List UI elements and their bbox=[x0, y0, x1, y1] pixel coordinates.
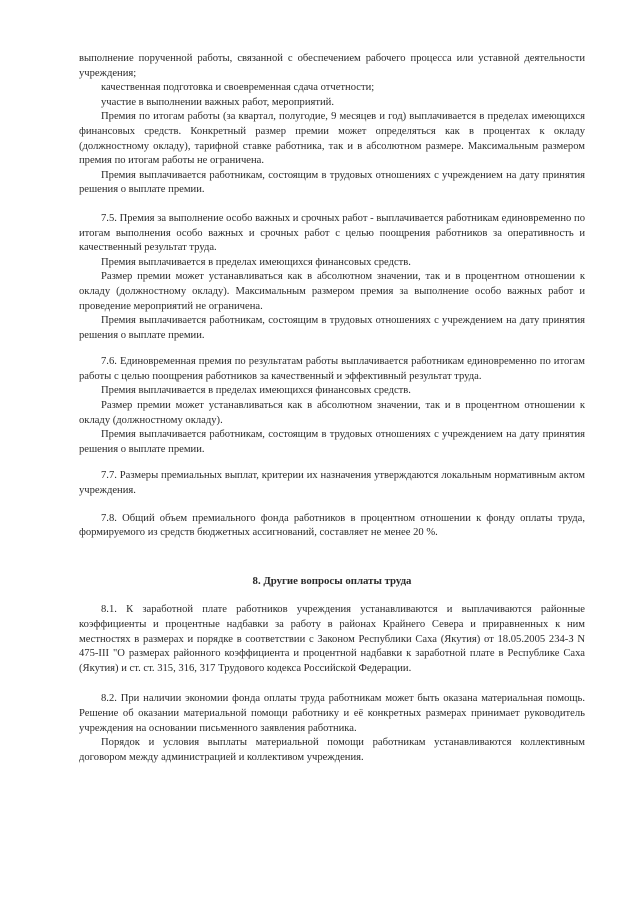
paragraph: Премия выплачивается работникам, состоящим в трудовых отношениях с учреждением на дату принятия решения о выплате премии. bbox=[79, 429, 585, 455]
paragraph: Порядок и условия выплаты материальной помощи работникам устанавливаются коллективным договором между администрацией и коллективом учреждения. bbox=[79, 737, 585, 763]
paragraph: Размер премии может устанавливаться как в абсолютном значении, так и в процентном отношении к окладу (должностному окладу). Максимальным размером премия за выполнение особо важных работ и проведение мероприятий не ограничена. bbox=[79, 271, 585, 312]
section-heading: 8. Другие вопросы оплаты труда bbox=[252, 574, 412, 587]
paragraph: участие в выполнении важных работ, мероприятий. bbox=[101, 96, 335, 108]
paragraph: качественная подготовка и своевременная сдача отчетности; bbox=[101, 82, 375, 94]
clause-7-7: 7.7. Размеры премиальных выплат, критерии их назначения утверждаются локальным нормативным актом учреждения. bbox=[79, 470, 585, 497]
paragraph: Премия по итогам работы (за квартал, полугодие, 9 месяцев и год) выплачивается в пределах имеющихся финансовых средств. Конкретный размер премии может определяться как в процентах к окладу (должностному окладу), тарифной ставке работника, так и в абсолютном размере. Максимальным размером премия по итогам работы не ограничена. bbox=[79, 111, 585, 167]
clause-7-8: 7.8. Общий объем премиального фонда работников в процентном отношении к фонду оплаты труда, формируемого из средств бюджетных ассигнований, составляет не менее 20 %. bbox=[79, 512, 585, 539]
paragraph: Премия выплачивается в пределах имеющихся финансовых средств. bbox=[101, 385, 411, 397]
clause-8-2: 8.2. При наличии экономии фонда оплаты труда работникам может быть оказана материальная помощь. Решение об оказании материальной помощи работнику и её конкретных размерах принимает руководитель учреждения на основании письменного заявления работника. bbox=[79, 693, 585, 734]
paragraph: Размер премии может устанавливаться как в абсолютном значении, так и в процентном отношении к окладу (должностному окладу). bbox=[79, 400, 585, 426]
paragraph: Премия выплачивается работникам, состоящим в трудовых отношениях с учреждением на дату принятия решения о выплате премии. bbox=[79, 315, 585, 341]
clause-7-6: 7.6. Единовременная премия по результатам работы выплачивается работникам единовременно по итогам работы с целью поощрения работников за качественный и эффективный результат труда. bbox=[79, 356, 585, 382]
paragraph: выполнение порученной работы, связанной с обеспечением рабочего процесса или уставной деятельности учреждения; bbox=[79, 53, 585, 79]
paragraph: Премия выплачивается в пределах имеющихся финансовых средств. bbox=[101, 256, 411, 268]
clause-7-5: 7.5. Премия за выполнение особо важных и срочных работ - выплачивается работникам единовременно по итогам выполнения особо важных и срочных работ с целью поощрения работников за оперативность и качественный результат труда. bbox=[79, 212, 585, 254]
paragraph: Премия выплачивается работникам, состоящим в трудовых отношениях с учреждением на дату принятия решения о выплате премии. bbox=[79, 169, 585, 196]
clause-8-1: 8.1. К заработной плате работников учреждения устанавливаются и выплачиваются районные коэффициенты и процентные надбавки за работу в районах Крайнего Севера и приравненных к ним местностях в размерах и порядке в соответствии с Законом Республики Саха (Якутия) от 18.05.2005 234-З N 475-III "О размерах районного коэффициента и процентной надбавки к заработной плате в Республике Саха (Якутия) и ст. ст. 315, 316, 317 Трудового кодекса Российской Федерации. bbox=[79, 604, 585, 674]
